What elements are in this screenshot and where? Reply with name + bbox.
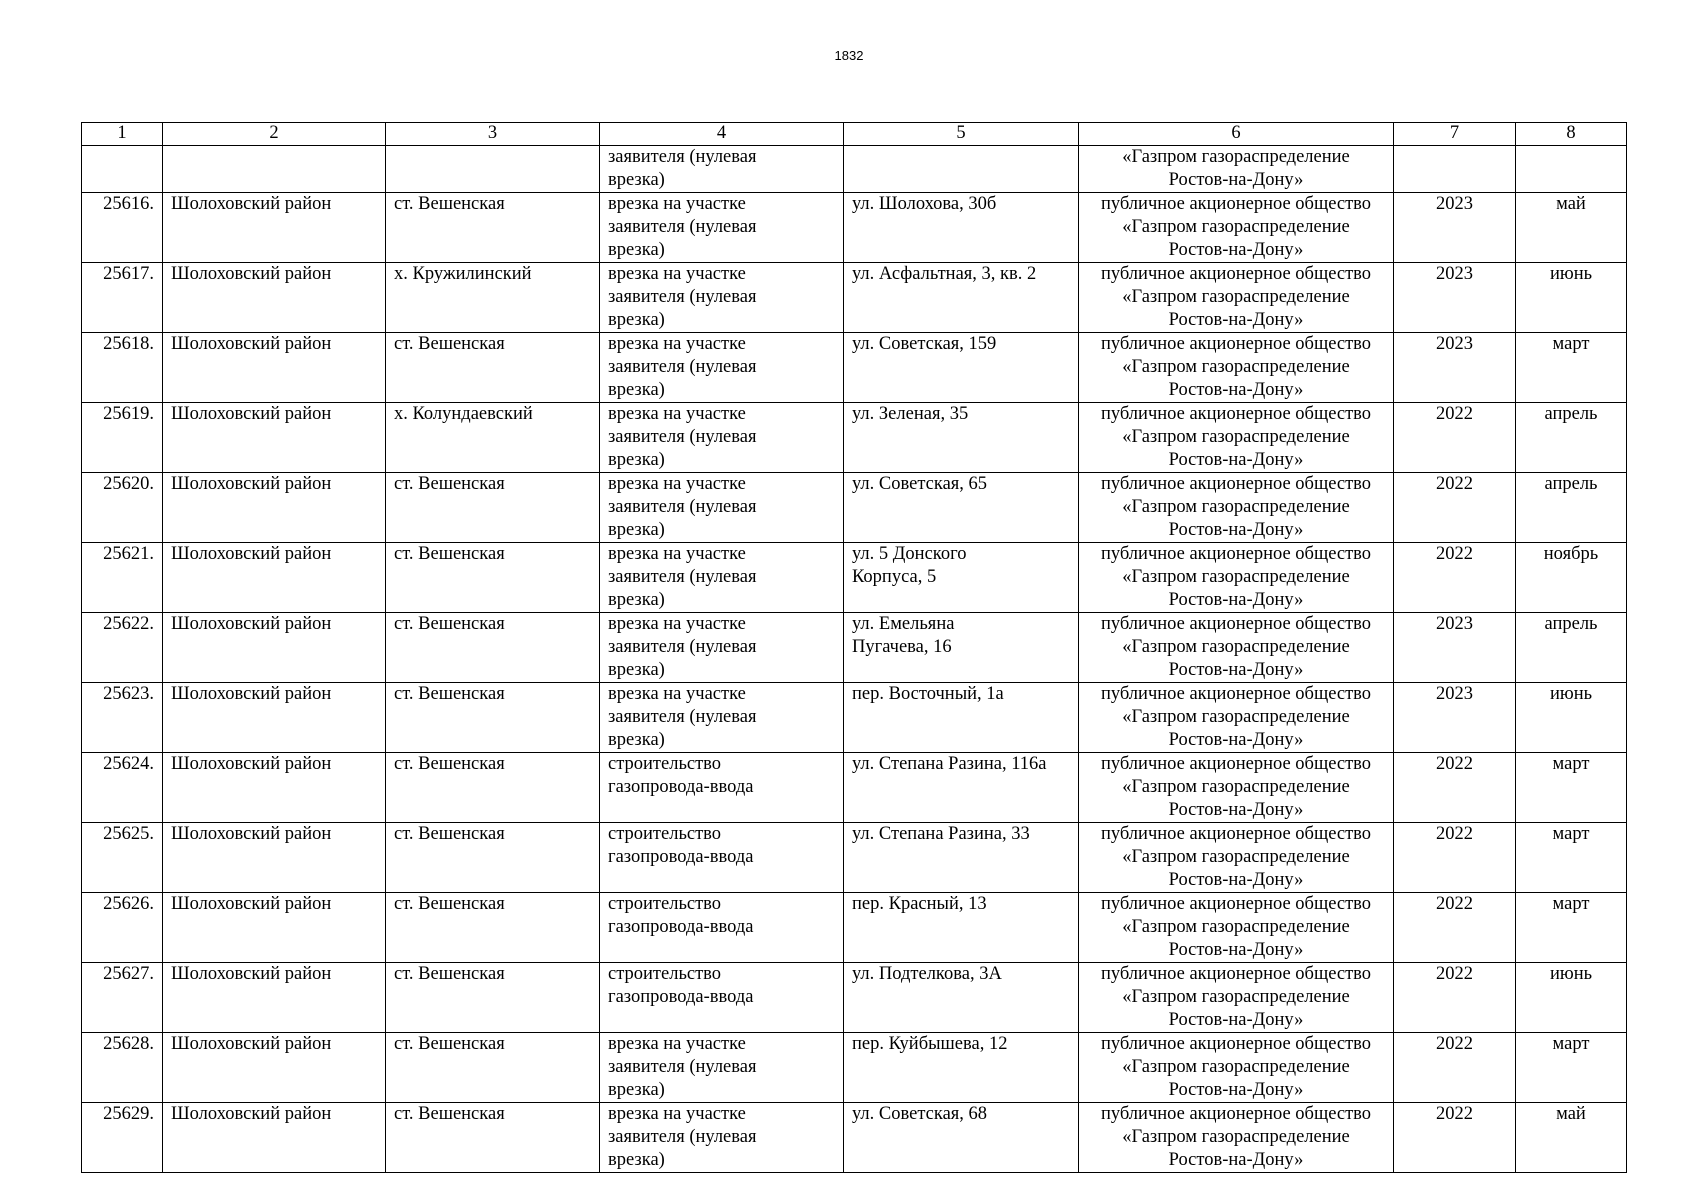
cell-work bbox=[600, 823, 844, 893]
cell-num: 25621. bbox=[82, 543, 163, 613]
cell-work bbox=[600, 473, 844, 543]
cell-line: врезка на участке bbox=[608, 334, 746, 354]
cell-line: врезка на участке bbox=[608, 264, 746, 284]
cell-line: «Газпром газораспределение bbox=[1122, 567, 1350, 587]
cell-address bbox=[844, 263, 1079, 333]
cell-year: 2022 bbox=[1394, 473, 1516, 543]
continuation-row bbox=[82, 146, 1627, 193]
cell-line: «Газпром газораспределение bbox=[1122, 777, 1350, 797]
cell-line: врезка на участке bbox=[608, 474, 746, 494]
cell-district: Шолоховский район bbox=[163, 403, 386, 473]
cell-num: 25622. bbox=[82, 613, 163, 683]
cell-org bbox=[1079, 1103, 1394, 1173]
cell-line: заявителя (нулевая bbox=[608, 567, 757, 587]
cell-line: заявителя (нулевая bbox=[608, 1057, 757, 1077]
header-cell: 7 bbox=[1394, 123, 1516, 146]
cell-month: июнь bbox=[1516, 683, 1627, 753]
cell-district: Шолоховский район bbox=[163, 193, 386, 263]
cell-org bbox=[1079, 613, 1394, 683]
cell-line: ул. Степана Разина, 116а bbox=[852, 754, 1047, 774]
cell-address bbox=[844, 753, 1079, 823]
cell-address bbox=[844, 193, 1079, 263]
cell-locality: ст. Вешенская bbox=[386, 753, 600, 823]
cell-line: заявителя (нулевая bbox=[608, 427, 757, 447]
cell-locality: ст. Вешенская bbox=[386, 613, 600, 683]
cell-district: Шолоховский район bbox=[163, 753, 386, 823]
cell-line: врезка на участке bbox=[608, 194, 746, 214]
cell-line: Ростов-на-Дону» bbox=[1168, 1150, 1304, 1170]
cell-work bbox=[600, 403, 844, 473]
cell-address bbox=[844, 146, 1079, 193]
cell-line: Пугачева, 16 bbox=[852, 637, 952, 657]
cell-num: 25625. bbox=[82, 823, 163, 893]
cell-line: газопровода-ввода bbox=[608, 777, 754, 797]
cell-line: врезка на участке bbox=[608, 684, 746, 704]
page-number: 1832 bbox=[834, 48, 864, 63]
cell-line: Ростов-на-Дону» bbox=[1168, 520, 1304, 540]
cell-line: заявителя (нулевая bbox=[608, 1127, 757, 1147]
cell-year: 2023 bbox=[1394, 683, 1516, 753]
cell-line: строительство bbox=[608, 894, 722, 914]
cell-line: публичное акционерное общество bbox=[1100, 1034, 1372, 1054]
cell-district: Шолоховский район bbox=[163, 263, 386, 333]
cell-num bbox=[82, 146, 163, 193]
cell-line: Ростов-на-Дону» bbox=[1168, 660, 1304, 680]
cell-org bbox=[1079, 543, 1394, 613]
cell-num: 25624. bbox=[82, 753, 163, 823]
cell-line: Ростов-на-Дону» bbox=[1168, 310, 1304, 330]
cell-line: ул. Советская, 159 bbox=[852, 334, 997, 354]
cell-district: Шолоховский район bbox=[163, 473, 386, 543]
cell-line: «Газпром газораспределение bbox=[1122, 497, 1350, 517]
cell-line: строительство bbox=[608, 824, 722, 844]
cell-line: строительство bbox=[608, 754, 722, 774]
cell-month: март bbox=[1516, 1033, 1627, 1103]
table-row bbox=[82, 403, 1627, 473]
cell-line: врезка на участке bbox=[608, 404, 746, 424]
cell-line: ул. Советская, 65 bbox=[852, 474, 988, 494]
cell-year: 2022 bbox=[1394, 1033, 1516, 1103]
cell-line: газопровода-ввода bbox=[608, 917, 754, 937]
cell-num: 25626. bbox=[82, 893, 163, 963]
cell-line: «Газпром газораспределение bbox=[1122, 147, 1350, 167]
cell-year bbox=[1394, 146, 1516, 193]
cell-line: публичное акционерное общество bbox=[1100, 824, 1372, 844]
cell-district: Шолоховский район bbox=[163, 683, 386, 753]
cell-year: 2022 bbox=[1394, 403, 1516, 473]
cell-district: Шолоховский район bbox=[163, 543, 386, 613]
cell-month: май bbox=[1516, 193, 1627, 263]
cell-line: публичное акционерное общество bbox=[1100, 334, 1372, 354]
cell-line: строительство bbox=[608, 964, 722, 984]
cell-line: газопровода-ввода bbox=[608, 987, 754, 1007]
cell-line: публичное акционерное общество bbox=[1100, 1104, 1372, 1124]
cell-year: 2022 bbox=[1394, 893, 1516, 963]
cell-district: Шолоховский район bbox=[163, 963, 386, 1033]
table-row bbox=[82, 893, 1627, 963]
cell-line: «Газпром газораспределение bbox=[1122, 287, 1350, 307]
cell-line: врезка) bbox=[608, 1150, 665, 1170]
cell-num: 25618. bbox=[82, 333, 163, 403]
cell-line: Ростов-на-Дону» bbox=[1168, 1080, 1304, 1100]
header-cell: 6 bbox=[1079, 123, 1394, 146]
cell-line: публичное акционерное общество bbox=[1100, 404, 1372, 424]
cell-locality: ст. Вешенская bbox=[386, 1103, 600, 1173]
cell-num: 25620. bbox=[82, 473, 163, 543]
cell-work bbox=[600, 193, 844, 263]
cell-line: Ростов-на-Дону» bbox=[1168, 240, 1304, 260]
cell-line: публичное акционерное общество bbox=[1100, 474, 1372, 494]
cell-district: Шолоховский район bbox=[163, 823, 386, 893]
table-row bbox=[82, 753, 1627, 823]
cell-month: май bbox=[1516, 1103, 1627, 1173]
cell-month: июнь bbox=[1516, 963, 1627, 1033]
cell-address bbox=[844, 893, 1079, 963]
cell-work bbox=[600, 963, 844, 1033]
cell-district: Шолоховский район bbox=[163, 1033, 386, 1103]
cell-line: врезка) bbox=[608, 660, 665, 680]
cell-line: Ростов-на-Дону» bbox=[1168, 1010, 1304, 1030]
cell-work bbox=[600, 893, 844, 963]
cell-district bbox=[163, 146, 386, 193]
cell-line: ул. Асфальтная, 3, кв. 2 bbox=[852, 264, 1037, 284]
cell-line: заявителя (нулевая bbox=[608, 497, 757, 517]
cell-org bbox=[1079, 403, 1394, 473]
cell-locality: ст. Вешенская bbox=[386, 893, 600, 963]
cell-num: 25616. bbox=[82, 193, 163, 263]
cell-line: «Газпром газораспределение bbox=[1122, 217, 1350, 237]
cell-line: заявителя (нулевая bbox=[608, 147, 757, 167]
cell-line: Ростов-на-Дону» bbox=[1168, 800, 1304, 820]
cell-locality: х. Кружилинский bbox=[386, 263, 600, 333]
cell-line: заявителя (нулевая bbox=[608, 357, 757, 377]
cell-address bbox=[844, 403, 1079, 473]
cell-line: ул. Степана Разина, 33 bbox=[852, 824, 1030, 844]
cell-address bbox=[844, 823, 1079, 893]
cell-line: врезка на участке bbox=[608, 614, 746, 634]
cell-line: публичное акционерное общество bbox=[1100, 264, 1372, 284]
cell-address bbox=[844, 1033, 1079, 1103]
cell-address bbox=[844, 683, 1079, 753]
header-cell: 3 bbox=[386, 123, 600, 146]
cell-year: 2023 bbox=[1394, 613, 1516, 683]
header-cell: 1 bbox=[82, 123, 163, 146]
cell-work bbox=[600, 1103, 844, 1173]
cell-line: пер. Куйбышева, 12 bbox=[852, 1034, 1008, 1054]
cell-month: март bbox=[1516, 753, 1627, 823]
cell-line: ул. Советская, 68 bbox=[852, 1104, 988, 1124]
gasification-table bbox=[81, 122, 1627, 1173]
cell-year: 2022 bbox=[1394, 753, 1516, 823]
cell-month bbox=[1516, 146, 1627, 193]
cell-line: «Газпром газораспределение bbox=[1122, 1127, 1350, 1147]
cell-line: публичное акционерное общество bbox=[1100, 194, 1372, 214]
cell-line: врезка) bbox=[608, 1080, 665, 1100]
table-row bbox=[82, 263, 1627, 333]
cell-work bbox=[600, 333, 844, 403]
cell-work bbox=[600, 753, 844, 823]
cell-line: газопровода-ввода bbox=[608, 847, 754, 867]
cell-org bbox=[1079, 193, 1394, 263]
header-cell: 5 bbox=[844, 123, 1079, 146]
cell-month: апрель bbox=[1516, 403, 1627, 473]
cell-line: врезка на участке bbox=[608, 1034, 746, 1054]
cell-line: публичное акционерное общество bbox=[1100, 894, 1372, 914]
cell-line: врезка) bbox=[608, 170, 665, 190]
cell-work bbox=[600, 613, 844, 683]
cell-locality: ст. Вешенская bbox=[386, 1033, 600, 1103]
cell-month: апрель bbox=[1516, 613, 1627, 683]
header-row bbox=[82, 123, 1627, 146]
cell-line: публичное акционерное общество bbox=[1100, 544, 1372, 564]
cell-org bbox=[1079, 893, 1394, 963]
cell-line: врезка на участке bbox=[608, 1104, 746, 1124]
cell-line: ул. Зеленая, 35 bbox=[852, 404, 969, 424]
cell-month: март bbox=[1516, 823, 1627, 893]
cell-org bbox=[1079, 263, 1394, 333]
cell-line: врезка) bbox=[608, 730, 665, 750]
cell-locality: х. Колундаевский bbox=[386, 403, 600, 473]
cell-num: 25619. bbox=[82, 403, 163, 473]
cell-locality bbox=[386, 146, 600, 193]
cell-line: врезка) bbox=[608, 310, 665, 330]
cell-line: Ростов-на-Дону» bbox=[1168, 380, 1304, 400]
cell-num: 25627. bbox=[82, 963, 163, 1033]
cell-line: врезка) bbox=[608, 380, 665, 400]
cell-line: ул. Подтелкова, 3А bbox=[852, 964, 1002, 984]
table-row bbox=[82, 613, 1627, 683]
cell-line: «Газпром газораспределение bbox=[1122, 987, 1350, 1007]
cell-line: публичное акционерное общество bbox=[1100, 684, 1372, 704]
cell-line: Ростов-на-Дону» bbox=[1168, 590, 1304, 610]
cell-line: «Газпром газораспределение bbox=[1122, 637, 1350, 657]
cell-num: 25623. bbox=[82, 683, 163, 753]
table-row bbox=[82, 683, 1627, 753]
cell-line: врезка) bbox=[608, 240, 665, 260]
cell-year: 2023 bbox=[1394, 333, 1516, 403]
cell-district: Шолоховский район bbox=[163, 333, 386, 403]
cell-line: публичное акционерное общество bbox=[1100, 614, 1372, 634]
cell-org bbox=[1079, 683, 1394, 753]
cell-line: Ростов-на-Дону» bbox=[1168, 450, 1304, 470]
cell-org bbox=[1079, 146, 1394, 193]
cell-num: 25628. bbox=[82, 1033, 163, 1103]
cell-line: Корпуса, 5 bbox=[852, 567, 937, 587]
cell-org bbox=[1079, 963, 1394, 1033]
table-row bbox=[82, 1033, 1627, 1103]
table-row bbox=[82, 823, 1627, 893]
cell-line: «Газпром газораспределение bbox=[1122, 1057, 1350, 1077]
cell-locality: ст. Вешенская bbox=[386, 963, 600, 1033]
cell-month: ноябрь bbox=[1516, 543, 1627, 613]
cell-line: заявителя (нулевая bbox=[608, 217, 757, 237]
cell-line: заявителя (нулевая bbox=[608, 707, 757, 727]
cell-line: «Газпром газораспределение bbox=[1122, 427, 1350, 447]
cell-num: 25629. bbox=[82, 1103, 163, 1173]
cell-district: Шолоховский район bbox=[163, 1103, 386, 1173]
cell-locality: ст. Вешенская bbox=[386, 473, 600, 543]
cell-locality: ст. Вешенская bbox=[386, 543, 600, 613]
cell-line: заявителя (нулевая bbox=[608, 637, 757, 657]
cell-line: Ростов-на-Дону» bbox=[1168, 870, 1304, 890]
table-row bbox=[82, 473, 1627, 543]
cell-line: «Газпром газораспределение bbox=[1122, 707, 1350, 727]
cell-line: ул. Емельяна bbox=[852, 614, 955, 634]
cell-address bbox=[844, 963, 1079, 1033]
cell-month: июнь bbox=[1516, 263, 1627, 333]
cell-line: ул. Шолохова, 30б bbox=[852, 194, 997, 214]
cell-month: март bbox=[1516, 333, 1627, 403]
cell-district: Шолоховский район bbox=[163, 613, 386, 683]
cell-work bbox=[600, 263, 844, 333]
cell-line: «Газпром газораспределение bbox=[1122, 357, 1350, 377]
cell-year: 2022 bbox=[1394, 823, 1516, 893]
cell-line: Ростов-на-Дону» bbox=[1168, 730, 1304, 750]
cell-line: врезка) bbox=[608, 590, 665, 610]
cell-year: 2023 bbox=[1394, 263, 1516, 333]
table-row bbox=[82, 963, 1627, 1033]
table-row bbox=[82, 333, 1627, 403]
cell-work bbox=[600, 146, 844, 193]
cell-org bbox=[1079, 753, 1394, 823]
cell-line: публичное акционерное общество bbox=[1100, 754, 1372, 774]
cell-work bbox=[600, 683, 844, 753]
cell-line: врезка) bbox=[608, 520, 665, 540]
cell-line: «Газпром газораспределение bbox=[1122, 917, 1350, 937]
cell-line: пер. Красный, 13 bbox=[852, 894, 987, 914]
table-row bbox=[82, 193, 1627, 263]
table-row bbox=[82, 1103, 1627, 1173]
cell-address bbox=[844, 473, 1079, 543]
cell-locality: ст. Вешенская bbox=[386, 193, 600, 263]
cell-line: ул. 5 Донского bbox=[852, 544, 967, 564]
cell-address bbox=[844, 333, 1079, 403]
header-cell: 8 bbox=[1516, 123, 1627, 146]
cell-address bbox=[844, 543, 1079, 613]
cell-locality: ст. Вешенская bbox=[386, 683, 600, 753]
cell-work bbox=[600, 1033, 844, 1103]
cell-org bbox=[1079, 823, 1394, 893]
cell-month: апрель bbox=[1516, 473, 1627, 543]
cell-locality: ст. Вешенская bbox=[386, 333, 600, 403]
cell-locality: ст. Вешенская bbox=[386, 823, 600, 893]
cell-district: Шолоховский район bbox=[163, 893, 386, 963]
header-cell: 2 bbox=[163, 123, 386, 146]
cell-num: 25617. bbox=[82, 263, 163, 333]
cell-line: заявителя (нулевая bbox=[608, 287, 757, 307]
cell-address bbox=[844, 613, 1079, 683]
header-cell: 4 bbox=[600, 123, 844, 146]
cell-year: 2022 bbox=[1394, 1103, 1516, 1173]
cell-line: Ростов-на-Дону» bbox=[1168, 170, 1304, 190]
cell-address bbox=[844, 1103, 1079, 1173]
cell-line: публичное акционерное общество bbox=[1100, 964, 1372, 984]
cell-year: 2022 bbox=[1394, 963, 1516, 1033]
cell-org bbox=[1079, 333, 1394, 403]
cell-line: «Газпром газораспределение bbox=[1122, 847, 1350, 867]
cell-line: пер. Восточный, 1а bbox=[852, 684, 1004, 704]
table-row bbox=[82, 543, 1627, 613]
cell-month: март bbox=[1516, 893, 1627, 963]
cell-line: Ростов-на-Дону» bbox=[1168, 940, 1304, 960]
cell-line: врезка на участке bbox=[608, 544, 746, 564]
cell-org bbox=[1079, 473, 1394, 543]
cell-work bbox=[600, 543, 844, 613]
cell-line: врезка) bbox=[608, 450, 665, 470]
cell-year: 2023 bbox=[1394, 193, 1516, 263]
cell-org bbox=[1079, 1033, 1394, 1103]
cell-year: 2022 bbox=[1394, 543, 1516, 613]
